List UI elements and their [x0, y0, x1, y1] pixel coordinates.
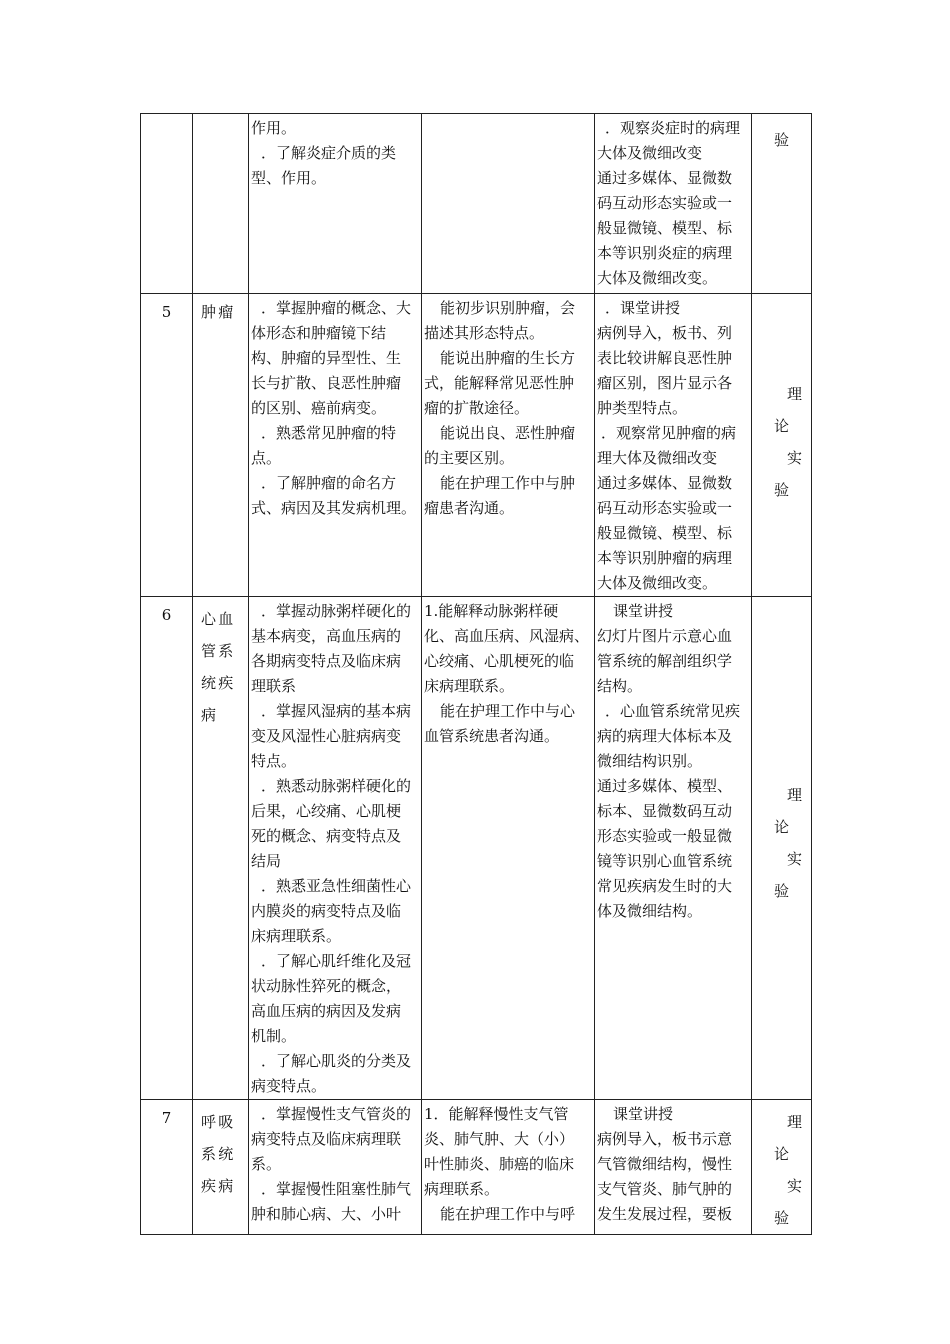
text-line: 本等识别肿瘤的病理: [597, 549, 733, 567]
text-line: 肿和肺心病、大、小叶: [251, 1205, 402, 1223]
mode-char: 验: [773, 131, 789, 149]
text-line: ．熟悉亚急性细菌性心: [261, 877, 412, 895]
text-line: 高血压病的病因及发病: [251, 1002, 402, 1020]
syllabus-table: [140, 113, 812, 1235]
table-row: [141, 1100, 812, 1235]
mode-char: 验: [773, 481, 789, 499]
text-line: 叶性肺炎、肺癌的临床: [424, 1155, 575, 1173]
methods-cell: [595, 294, 752, 597]
text-line: 变及风湿性心脏病病变: [251, 727, 402, 745]
text-line: 微细结构识别。: [597, 752, 703, 770]
text-line: 状动脉性猝死的概念，: [251, 977, 402, 995]
mode-char: 论: [773, 1145, 789, 1163]
chapter-name-line: 系统: [201, 1145, 236, 1163]
text-line: 的主要区别。: [424, 449, 515, 467]
text-line: 能在护理工作中与肿: [440, 474, 576, 492]
text-line: 瘤的扩散途径。: [424, 399, 530, 417]
text-line: 般显微镜、模型、标: [597, 524, 733, 542]
chapter-name-line: 病: [201, 706, 219, 724]
text-line: ．了解炎症介质的类: [261, 144, 397, 162]
skills-cell: [422, 1100, 595, 1235]
text-line: 1．能解释慢性支气管: [424, 1105, 569, 1123]
teaching-mode-cell: [752, 294, 812, 597]
chapter-name-cell: [193, 597, 249, 1100]
chapter-name-cell: [193, 114, 249, 294]
text-line: ．了解肿瘤的命名方: [261, 474, 397, 492]
teaching-mode-cell: [752, 114, 812, 294]
mode-char: 论: [773, 818, 789, 836]
mode-char: 论: [773, 417, 789, 435]
text-line: 瘤患者沟通。: [424, 499, 515, 517]
text-line: ．了解心肌纤维化及冠: [261, 952, 412, 970]
text-line: 课堂讲授: [613, 1105, 674, 1123]
text-line: ．心血管系统常见疾: [605, 702, 741, 720]
text-line: ．掌握慢性阻塞性肺气: [261, 1180, 412, 1198]
text-line: 化、高血压病、风湿病、: [424, 627, 590, 645]
text-line: 病理联系。: [424, 1180, 500, 1198]
objectives-cell: [249, 597, 422, 1100]
text-line: 心绞痛、心肌梗死的临: [424, 652, 575, 670]
chapter-name-cell: [193, 1100, 249, 1235]
mode-char: 验: [773, 1209, 789, 1227]
chapter-name-line: 心血: [201, 610, 236, 628]
text-line: 体及微细结构。: [597, 902, 703, 920]
chapter-name-cell: [193, 294, 249, 597]
text-line: 体形态和肿瘤镜下结: [251, 324, 387, 342]
chapter-name-line: 统疾: [201, 674, 236, 692]
text-line: ．观察炎症时的病理: [605, 119, 741, 137]
text-line: ．掌握肿瘤的概念、大: [261, 299, 412, 317]
chapter-name-line: 肿瘤: [201, 303, 236, 321]
row-number-cell: [141, 114, 193, 294]
text-line: 大体及微细改变。: [597, 269, 718, 287]
mode-char: 实: [786, 449, 802, 467]
text-line: 支气管炎、肺气肿的: [597, 1180, 733, 1198]
text-line: 构、肿瘤的异型性、生: [251, 349, 402, 367]
text-line: 型、作用。: [251, 169, 327, 187]
table-row: [141, 114, 812, 294]
table-row: [141, 294, 812, 597]
text-line: 式、病因及其发病机理。: [251, 499, 417, 517]
text-line: 表比较讲解良恶性肿: [597, 349, 733, 367]
objectives-cell: [249, 114, 422, 294]
skills-cell: [422, 294, 595, 597]
text-line: 后果，心绞痛、心肌梗: [251, 802, 402, 820]
skills-cell: [422, 114, 595, 294]
text-line: 特点。: [251, 752, 297, 770]
text-line: 气管微细结构，慢性: [597, 1155, 733, 1173]
text-line: 病的病理大体标本及: [597, 727, 733, 745]
text-line: 镜等识别心血管系统: [597, 852, 733, 870]
text-line: 理联系: [251, 677, 297, 695]
text-line: 通过多媒体、显微数: [597, 474, 733, 492]
text-line: 描述其形态特点。: [424, 324, 545, 342]
text-line: 肿类型特点。: [597, 399, 688, 417]
text-line: 基本病变，高血压病的: [251, 627, 402, 645]
chapter-name-line: 管系: [201, 642, 236, 660]
text-line: 能说出良、恶性肿瘤: [440, 424, 576, 442]
mode-char: 理: [786, 786, 802, 804]
text-line: 病例导入，板书、列: [597, 324, 733, 342]
text-line: 通过多媒体、模型、: [597, 777, 733, 795]
text-line: 发生发展过程，要板: [597, 1205, 733, 1223]
text-line: 标本、显微数码互动: [597, 802, 733, 820]
text-line: ．熟悉动脉粥样硬化的: [261, 777, 412, 795]
text-line: 1.能解释动脉粥样硬: [424, 602, 559, 620]
text-line: 大体及微细改变: [597, 144, 703, 162]
text-line: 床病理联系。: [251, 927, 342, 945]
text-line: 机制。: [251, 1027, 297, 1045]
text-line: 系。: [251, 1155, 282, 1173]
text-line: ．了解心肌炎的分类及: [261, 1052, 412, 1070]
text-line: 死的概念、病变特点及: [251, 827, 402, 845]
text-line: 病变特点及临床病理联: [251, 1130, 402, 1148]
text-line: 病例导入，板书示意: [597, 1130, 733, 1148]
text-line: ．掌握风湿病的基本病: [261, 702, 412, 720]
text-line: 能在护理工作中与心: [440, 702, 576, 720]
chapter-name-line: 呼吸: [201, 1113, 236, 1131]
text-line: 能说出肿瘤的生长方: [440, 349, 576, 367]
skills-cell: [422, 597, 595, 1100]
text-line: ．熟悉常见肿瘤的特: [261, 424, 397, 442]
teaching-mode-cell: [752, 597, 812, 1100]
text-line: ．观察常见肿瘤的病: [601, 424, 737, 442]
text-line: 通过多媒体、显微数: [597, 169, 733, 187]
mode-char: 实: [786, 850, 802, 868]
text-line: ．掌握慢性支气管炎的: [261, 1105, 412, 1123]
objectives-cell: [249, 1100, 422, 1235]
text-line: 床病理联系。: [424, 677, 515, 695]
text-line: 结构。: [597, 677, 643, 695]
chapter-name-line: 疾病: [201, 1177, 236, 1195]
text-line: 大体及微细改变。: [597, 574, 718, 592]
mode-char: 验: [773, 882, 789, 900]
mode-char: 理: [786, 1113, 802, 1131]
row-number-cell: 6: [141, 597, 193, 1100]
mode-char: 理: [786, 385, 802, 403]
text-line: 结局: [251, 852, 282, 870]
text-line: 幻灯片图片示意心血: [597, 627, 733, 645]
text-line: 本等识别炎症的病理: [597, 244, 733, 262]
text-line: 理大体及微细改变: [597, 449, 718, 467]
text-line: 各期病变特点及临床病: [251, 652, 402, 670]
text-line: 内膜炎的病变特点及临: [251, 902, 402, 920]
text-line: 的区别、癌前病变。: [251, 399, 387, 417]
text-line: 形态实验或一般显微: [597, 827, 733, 845]
text-line: 能初步识别肿瘤，会: [440, 299, 576, 317]
text-line: 血管系统患者沟通。: [424, 727, 560, 745]
text-line: 病变特点。: [251, 1077, 327, 1095]
text-line: 式，能解释常见恶性肿: [424, 374, 575, 392]
text-line: 点。: [251, 449, 282, 467]
row-number-cell: 7: [141, 1100, 193, 1235]
text-line: 码互动形态实验或一: [597, 499, 733, 517]
text-line: 常见疾病发生时的大: [597, 877, 733, 895]
text-line: 作用。: [251, 119, 297, 137]
objectives-cell: [249, 294, 422, 597]
text-line: 瘤区别，图片显示各: [597, 374, 733, 392]
methods-cell: [595, 1100, 752, 1235]
methods-cell: [595, 597, 752, 1100]
text-line: 能在护理工作中与呼: [440, 1205, 576, 1223]
teaching-mode-cell: [752, 1100, 812, 1235]
mode-char: 实: [786, 1177, 802, 1195]
table-row: [141, 597, 812, 1100]
text-line: 码互动形态实验或一: [597, 194, 733, 212]
text-line: 管系统的解剖组织学: [597, 652, 733, 670]
text-line: 炎、肺气肿、大（小）: [424, 1130, 575, 1148]
text-line: ．掌握动脉粥样硬化的: [261, 602, 412, 620]
row-number-cell: 5: [141, 294, 193, 597]
text-line: 长与扩散、良恶性肿瘤: [251, 374, 402, 392]
text-line: 般显微镜、模型、标: [597, 219, 733, 237]
methods-cell: [595, 114, 752, 294]
text-line: ．课堂讲授: [605, 299, 681, 317]
text-line: 课堂讲授: [613, 602, 674, 620]
